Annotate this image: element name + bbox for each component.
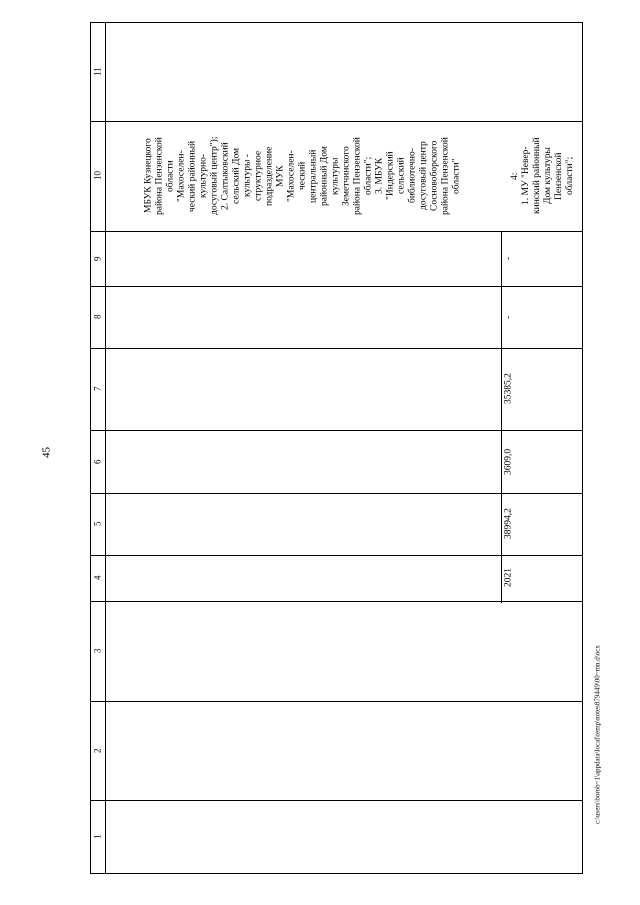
column-number-7: 7 bbox=[92, 386, 103, 392]
column-number-3: 3 bbox=[92, 648, 103, 654]
column-divider bbox=[91, 601, 582, 602]
column-number-6: 6 bbox=[92, 459, 103, 464]
file-path-footer: c:\users\borob~1\appdata\local\temp\notes879449\00~mn.d\ocx bbox=[593, 645, 602, 825]
col8-value: - bbox=[503, 315, 514, 319]
column-divider bbox=[91, 701, 582, 702]
column-number-2: 2 bbox=[92, 748, 103, 753]
header-divider bbox=[105, 23, 106, 873]
col6-value: 3609,0 bbox=[503, 448, 514, 475]
col10-organizations-text: МБУК Кузнецкого района Пензенской области "Махоселен- ческий районный культурно- досуговый центр"); 2. Салтыковский сельский Дом культуры - структурное подразделение МУК "Махоселен- ческий центральный районный Дом культуры Земетчинского района Пензенской области"; 3. МБУК "Индерский сельский библиотечно- досуговый центр Сосновоборского района Пензенской области" bbox=[143, 136, 462, 216]
column-number-5: 5 bbox=[92, 521, 103, 527]
column-number-8: 8 bbox=[92, 314, 103, 320]
col9-value: - bbox=[503, 256, 514, 261]
column-number-1: 1 bbox=[92, 834, 103, 839]
column-number-11: 11 bbox=[92, 67, 103, 77]
col10-organizations-continuation: 4: 1. МУ "Невер- кинский районный Дом культуры Пензенской области"; bbox=[510, 137, 575, 215]
page-number: 45 bbox=[40, 447, 53, 459]
column-number-9: 9 bbox=[92, 256, 103, 261]
column-divider bbox=[91, 800, 582, 801]
col7-value: 35385,2 bbox=[503, 373, 514, 405]
col5-value: 38994,2 bbox=[503, 508, 514, 540]
col4-year: 2021 bbox=[503, 568, 514, 588]
data-table bbox=[90, 22, 583, 874]
column-number-4: 4 bbox=[92, 575, 103, 581]
column-number-10: 10 bbox=[92, 171, 103, 181]
